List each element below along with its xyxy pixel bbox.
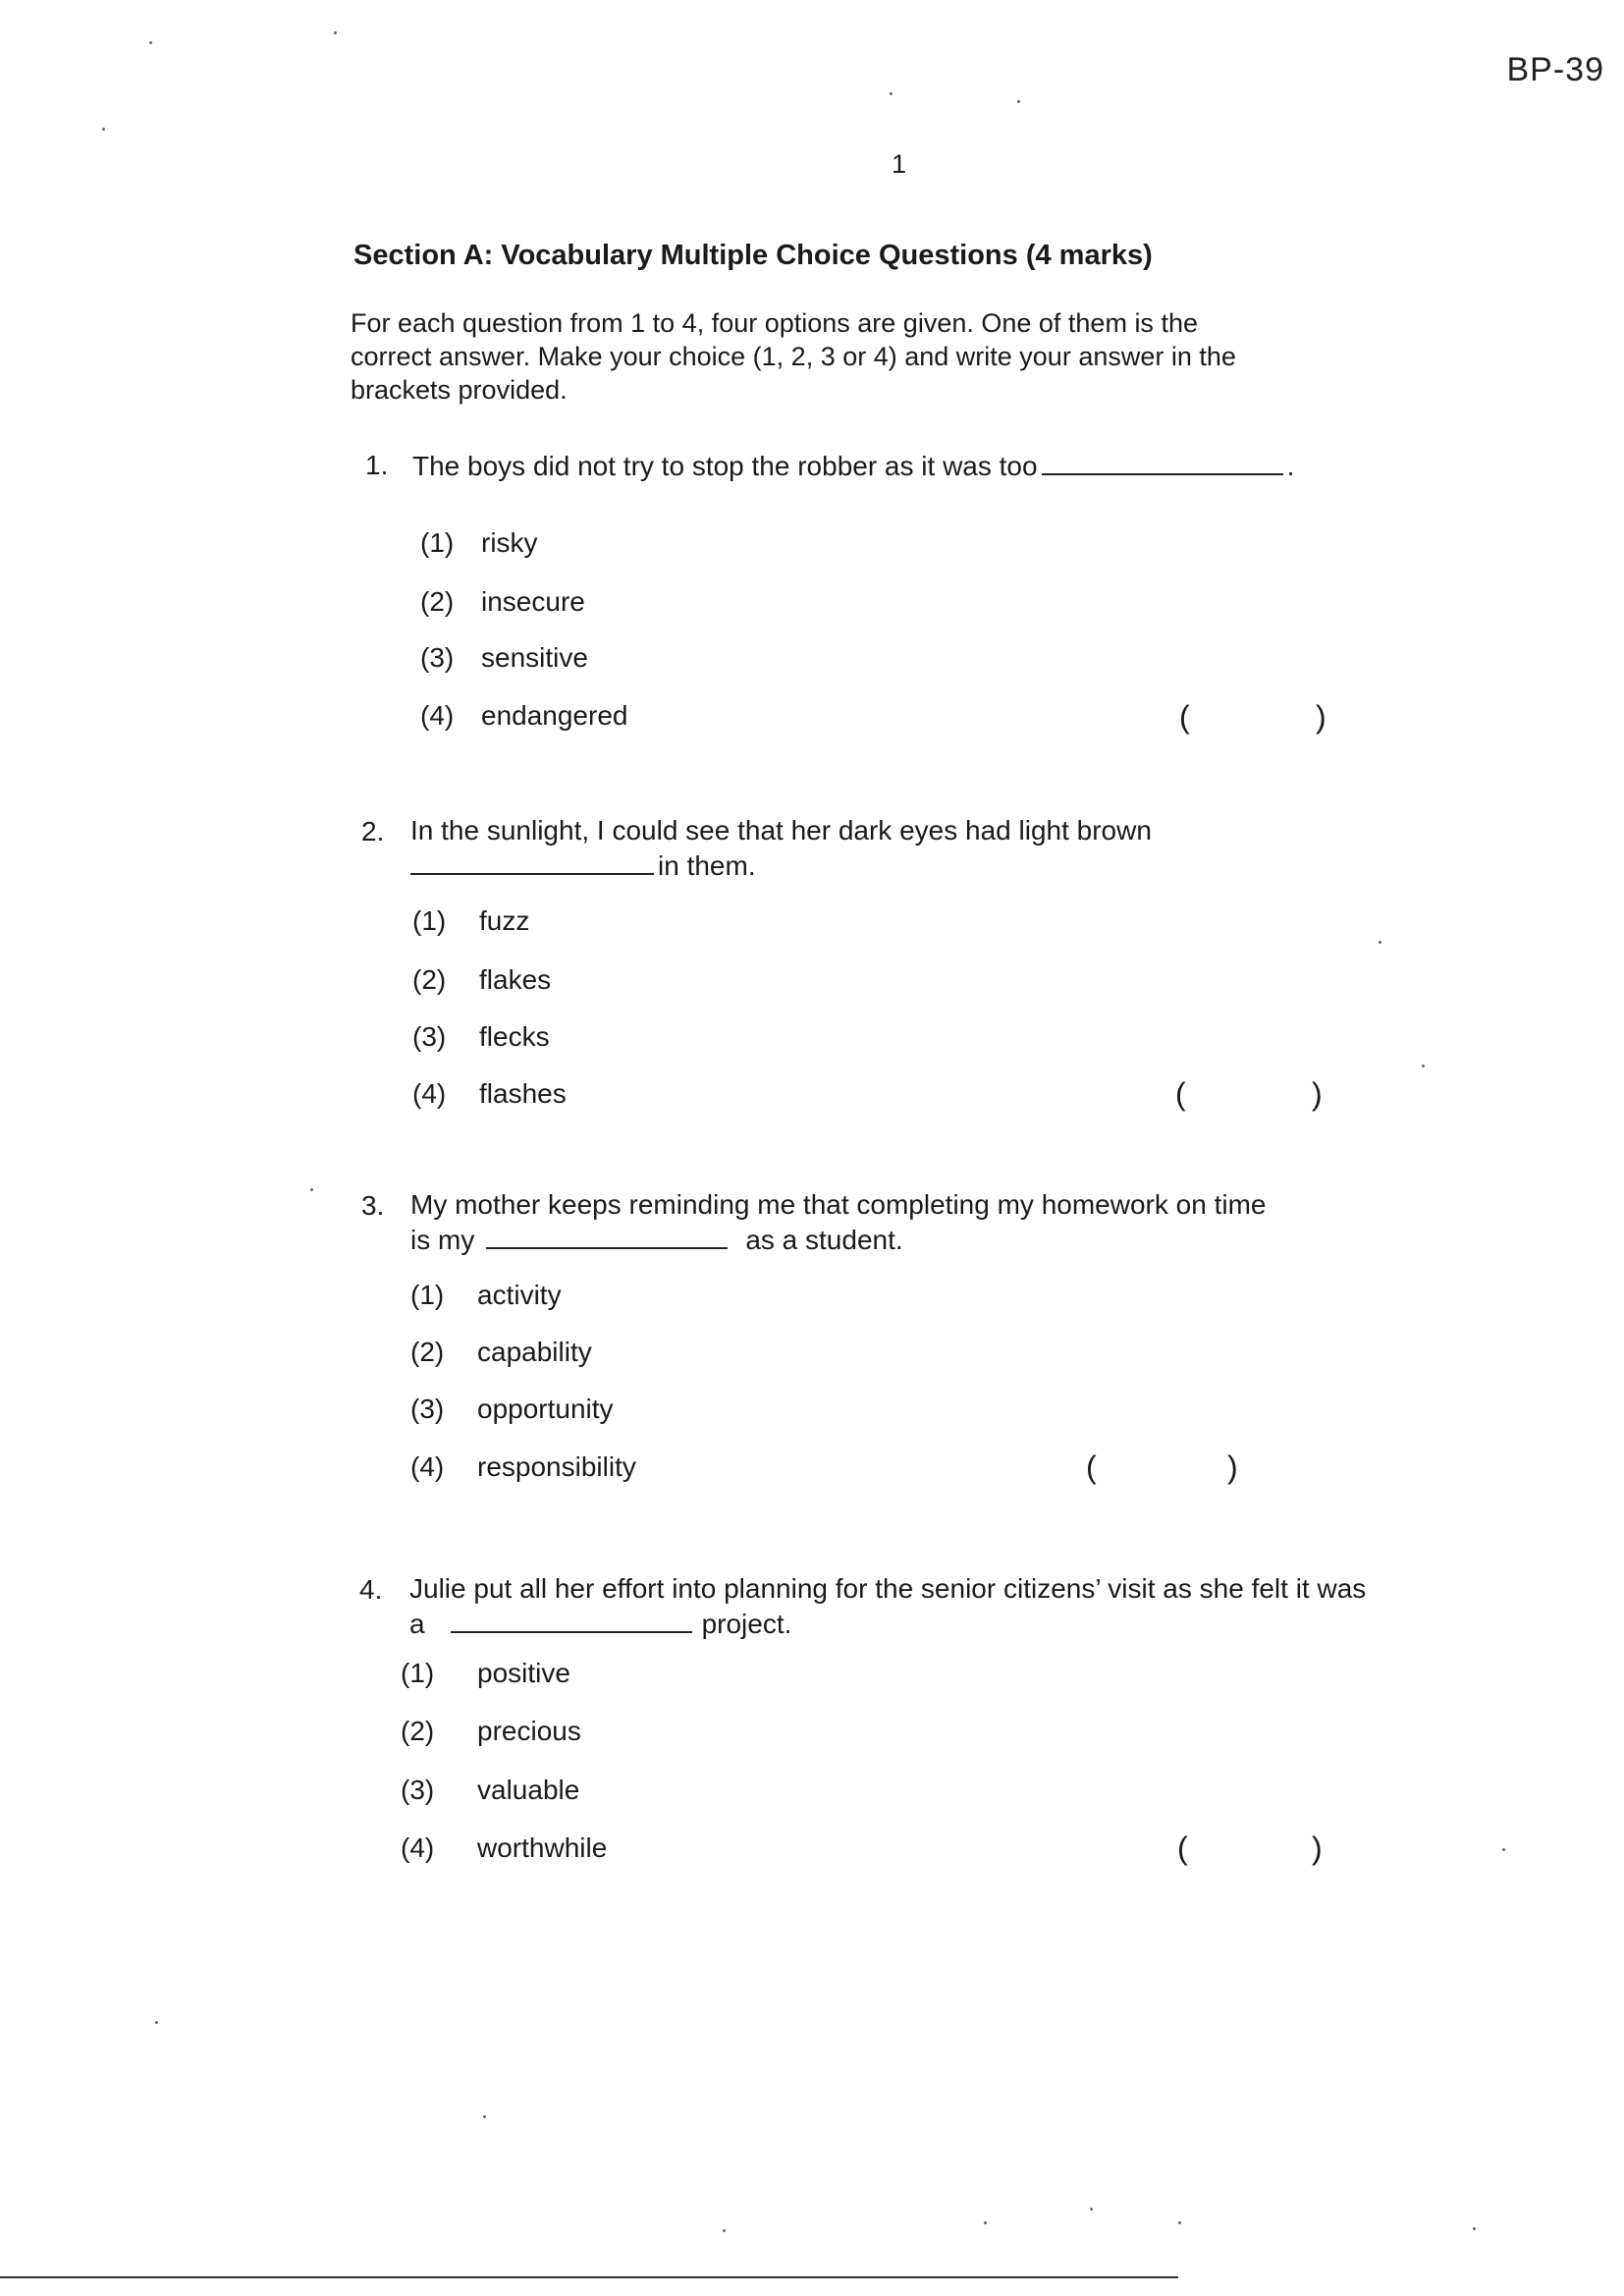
bottom-rule	[0, 2276, 1178, 2278]
question-text	[412, 448, 1294, 483]
answer-blank	[486, 1222, 728, 1249]
answer-bracket-close[interactable]: )	[1312, 1076, 1323, 1112]
option-text: flakes	[479, 964, 552, 995]
question-text	[410, 814, 1152, 883]
paper-code: BP-39	[1506, 51, 1604, 88]
question-stem-end: as a student.	[745, 1225, 903, 1255]
option-number: (2)	[420, 586, 455, 617]
scan-speck	[984, 2221, 987, 2224]
question-text	[410, 1188, 1266, 1257]
scan-speck	[1178, 2221, 1181, 2224]
question-stem: In the sunlight, I could see that her dark eyes had light brown	[410, 815, 1152, 846]
option-text: positive	[477, 1658, 570, 1688]
option-number: (4)	[410, 1451, 445, 1482]
option-text: valuable	[477, 1775, 580, 1805]
question-number: 3.	[361, 1190, 385, 1221]
option-text: flashes	[479, 1078, 567, 1109]
option-number: (4)	[401, 1832, 435, 1863]
answer-bracket-open[interactable]: (	[1177, 1831, 1188, 1866]
instructions-line: For each question from 1 to 4, four options are given. One of them is the	[351, 308, 1198, 338]
scan-speck	[890, 92, 893, 95]
question-number: 1.	[365, 450, 389, 480]
scan-speck	[102, 128, 105, 131]
answer-bracket-open[interactable]: (	[1179, 699, 1190, 735]
scan-speck	[334, 31, 337, 34]
answer-blank	[410, 847, 654, 875]
question-line-2	[410, 1222, 1266, 1257]
question-stem: My mother keeps reminding me that completing my homework on time	[410, 1189, 1267, 1220]
option-text: capability	[477, 1337, 592, 1367]
answer-bracket-close[interactable]: )	[1316, 699, 1326, 735]
instructions-line: brackets provided.	[351, 375, 568, 405]
option-text: worthwhile	[477, 1832, 608, 1863]
question-stem: Julie put all her effort into planning for the senior citizens’ visit as she felt it was	[409, 1573, 1367, 1604]
scan-speck	[1017, 100, 1020, 103]
scan-speck	[1379, 941, 1381, 944]
scan-speck	[155, 2021, 158, 2024]
answer-bracket-close[interactable]: )	[1227, 1449, 1238, 1485]
scan-speck	[723, 2229, 726, 2232]
answer-bracket-open[interactable]: (	[1175, 1076, 1186, 1112]
question-stem-start: is my	[410, 1225, 475, 1255]
section-title: Section A: Vocabulary Multiple Choice Questions (4 marks)	[353, 240, 1153, 271]
option-number: (1)	[420, 527, 455, 558]
option-number: (2)	[410, 1337, 445, 1367]
option-number: (1)	[410, 1280, 445, 1310]
option-number: (3)	[410, 1394, 445, 1424]
answer-blank	[451, 1606, 692, 1633]
scan-speck	[310, 1188, 313, 1191]
option-number: (3)	[401, 1775, 435, 1805]
instructions-line: correct answer. Make your choice (1, 2, 3 or 4) and write your answer in the	[351, 342, 1236, 371]
question-stem-end: in them.	[658, 850, 756, 881]
scan-speck	[1090, 2208, 1093, 2211]
option-number: (4)	[412, 1078, 447, 1109]
page-number: 1	[892, 149, 907, 179]
option-text: opportunity	[477, 1394, 614, 1424]
scan-speck	[1473, 2227, 1476, 2230]
option-number: (2)	[412, 964, 447, 995]
option-text: precious	[477, 1716, 581, 1746]
scan-speck	[1422, 1065, 1425, 1067]
option-text: risky	[481, 527, 538, 558]
scan-speck	[1502, 1848, 1505, 1851]
option-text: sensitive	[481, 642, 588, 673]
question-number: 4.	[359, 1574, 383, 1605]
option-number: (1)	[401, 1658, 435, 1688]
question-line-2	[410, 847, 1152, 883]
option-number: (2)	[401, 1716, 435, 1746]
answer-bracket-close[interactable]: )	[1312, 1831, 1323, 1866]
option-text: activity	[477, 1280, 562, 1310]
scan-speck	[483, 2115, 486, 2118]
instructions	[351, 306, 1342, 407]
option-number: (4)	[420, 700, 455, 731]
scan-speck	[149, 41, 152, 44]
answer-blank	[1042, 448, 1283, 475]
question-stem-end: project.	[701, 1609, 792, 1639]
question-line-2	[409, 1606, 1366, 1641]
question-number: 2.	[361, 816, 385, 847]
question-stem: The boys did not try to stop the robber as it was too	[412, 451, 1038, 481]
question-text	[409, 1572, 1366, 1641]
option-text: responsibility	[477, 1451, 636, 1482]
option-text: insecure	[481, 586, 585, 617]
option-text: endangered	[481, 700, 628, 731]
option-text: flecks	[479, 1021, 550, 1052]
option-number: (1)	[412, 905, 447, 936]
question-stem-start: a	[409, 1609, 425, 1639]
option-number: (3)	[420, 642, 455, 673]
answer-bracket-open[interactable]: (	[1086, 1449, 1097, 1485]
option-number: (3)	[412, 1021, 447, 1052]
question-stem-end: .	[1286, 451, 1295, 481]
option-text: fuzz	[479, 905, 530, 936]
